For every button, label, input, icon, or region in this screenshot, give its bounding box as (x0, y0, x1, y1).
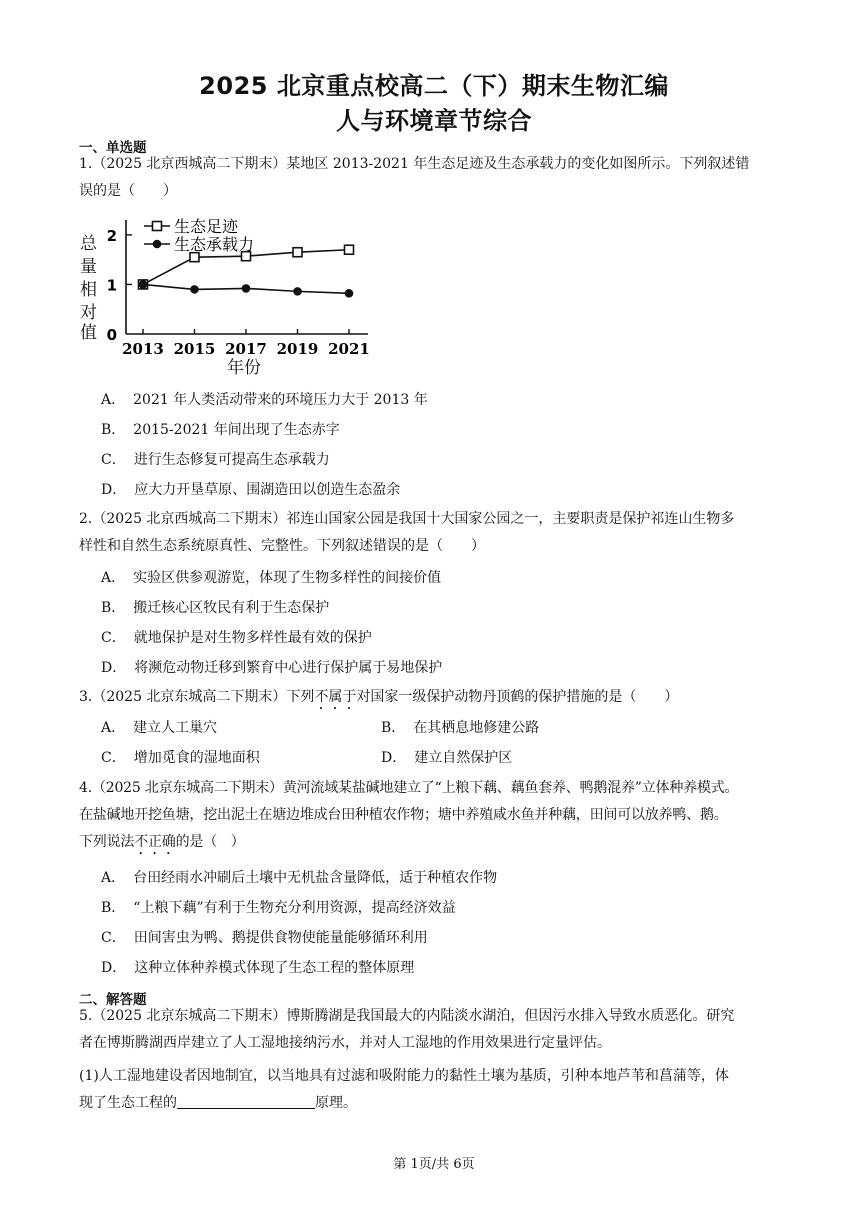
x-tick-label: 2021 (328, 340, 370, 358)
y-axis-label-char: 相 (80, 280, 97, 300)
question-1-stem-line2: 误的是（ ） (79, 183, 177, 199)
legend-square-marker (153, 222, 162, 231)
q2-option-c[interactable] (101, 628, 372, 648)
y-tick-label: 0 (106, 326, 117, 344)
y-axis-label-char: 总 (80, 234, 97, 254)
question-4-stem-line3 (79, 829, 791, 858)
q3-option-d[interactable] (381, 748, 512, 768)
option-text: 这种立体种养模式体现了生态工程的整体原理 (134, 960, 415, 976)
question-4-emphasis: 不正确 (134, 834, 176, 850)
option-text: 进行生态修复可提高生态承载力 (133, 452, 330, 468)
option-letter: B． (101, 900, 126, 916)
option-letter: D． (101, 482, 127, 498)
question-4-stem (79, 775, 791, 858)
option-text: 台田经雨水冲刷后土壤中无机盐含量降低，适于种植农作物 (133, 870, 498, 886)
question-1-stem-line1: 1.（2025 北京西城高二下期末）某地区 2013-2021 年生态足迹及生态承载力的变化如图所示。下列叙述错 (79, 156, 750, 172)
question-5-stem-line2: 者在博斯腾湖西岸建立了人工湿地接纳污水，并对人工湿地的作用效果进行定量评估。 (79, 1035, 611, 1051)
option-text: “上粮下藕”有利于生物充分利用资源，提高经济效益 (133, 900, 456, 916)
option-letter: A． (101, 570, 126, 586)
q1-option-d[interactable] (101, 480, 400, 500)
question-4-stem-line1: 4.（2025 北京东城高二下期末）黄河流域某盐碱地建立了“上粮下藕、藕鱼套养、鸭鹅混养”立体种养模式。 (79, 780, 739, 796)
question-3-emphasis: 不属于 (314, 689, 357, 705)
option-letter: C． (101, 750, 126, 766)
question-5-sub1 (79, 1063, 791, 1117)
option-text: 建立人工巢穴 (133, 720, 218, 736)
section-title-answer: 二、解答题 (79, 992, 147, 1008)
option-letter: C． (101, 452, 126, 468)
option-letter: B． (381, 720, 406, 736)
q3-option-a[interactable] (101, 718, 217, 738)
section-title-single-choice: 一、单选题 (79, 140, 147, 156)
question-5-stem-line1: 5.（2025 北京东城高二下期末）博斯腾湖是我国最大的内陆淡水湖泊，但因污水排入导致水质恶化。研究 (79, 1008, 735, 1024)
option-text: 就地保护是对生物多样性最有效的保护 (133, 630, 372, 646)
question-2-stem (79, 506, 791, 560)
question-2-stem-line2: 样性和自然生态系统原真性、完整性。下列叙述错误的是（ ） (79, 538, 485, 554)
option-text: 在其栖息地修建公路 (413, 720, 540, 736)
y-axis-label-char: 量 (80, 257, 97, 277)
q4-option-a[interactable] (101, 868, 497, 888)
x-tick-label: 2013 (122, 340, 164, 358)
question-4-stem-line2: 在盐碱地开挖鱼塘，挖出泥土在塘边堆成台田种植农作物；塘中养殖咸水鱼并种藕，田间可以放养鸭、鹅。 (79, 807, 728, 823)
capacity-point (293, 287, 302, 296)
q2-option-d[interactable] (101, 658, 442, 678)
option-letter: B． (101, 600, 126, 616)
option-text: 将濒危动物迁移到繁育中心进行保护属于易地保护 (134, 660, 443, 676)
q4-option-d[interactable] (101, 958, 414, 978)
q2-option-a[interactable] (101, 568, 441, 588)
x-tick-label: 2019 (276, 340, 319, 358)
capacity-point (242, 284, 251, 293)
option-text: 实验区供参观游览，体现了生物多样性的间接价值 (133, 570, 442, 586)
legend-label-1: 生态承载力 (174, 235, 255, 254)
option-text: 应大力开垦草原、围湖造田以创造生态盈余 (134, 482, 401, 498)
option-letter: A． (101, 870, 126, 886)
question-3-stem (79, 684, 791, 713)
question-3-stem-post: 对国家一级保护动物丹顶鹤的保护措施的是（ ） (356, 689, 679, 705)
chart-legend (144, 217, 254, 254)
q4-option-b[interactable] (101, 898, 456, 918)
question-3-stem-pre: 3.（2025 北京东城高二下期末）下列 (79, 689, 315, 705)
sub1-post: 原理。 (315, 1095, 357, 1111)
q1-option-c[interactable] (101, 450, 330, 470)
y-axis-label-char: 值 (80, 323, 97, 343)
document-subtitle: 人与环境章节综合 (336, 107, 532, 135)
y-tick-label: 2 (106, 226, 117, 245)
x-tick-label: 2017 (225, 340, 267, 358)
q2-option-b[interactable] (101, 598, 329, 618)
q1-option-a[interactable] (101, 390, 428, 410)
question-5-sub1-line2 (79, 1090, 791, 1117)
y-axis-label-char: 对 (80, 303, 97, 323)
q3-option-b[interactable] (381, 718, 539, 738)
footprint-point (190, 253, 199, 262)
footprint-point (293, 248, 302, 257)
chart-x-axis-label: 年份 (227, 358, 261, 378)
sub1-pre: 现了生态工程的 (79, 1095, 177, 1111)
option-letter: D． (381, 750, 407, 766)
question-5-sub1-line1: (1)人工湿地建设者因地制宜，以当地具有过滤和吸附能力的黏性土壤为基质，引种本地芦苇和菖蒲等，体 (79, 1068, 729, 1084)
q3-option-c[interactable] (101, 748, 260, 768)
question-5-stem (79, 1003, 791, 1057)
x-tick-label: 2015 (173, 340, 216, 358)
page-footer: 第 1页/共 6页 (393, 1157, 475, 1172)
q1-option-b[interactable] (101, 420, 340, 440)
y-tick-label: 1 (106, 276, 117, 295)
question-4-stem-pre: 下列说法 (79, 834, 135, 850)
option-letter: A． (101, 720, 126, 736)
footprint-point (345, 245, 354, 254)
option-text: 2021 年人类活动带来的环境压力大于 2013 年 (133, 392, 428, 408)
option-text: 2015-2021 年间出现了生态赤字 (133, 422, 340, 438)
answer-blank[interactable] (177, 1094, 315, 1109)
option-text: 搬迁核心区牧民有利于生态保护 (133, 600, 330, 616)
option-text: 田间害虫为鸭、鹅提供食物使能量能够循环利用 (133, 930, 428, 946)
capacity-point (345, 289, 354, 298)
question-1-stem (79, 151, 791, 205)
legend-label-0: 生态足迹 (174, 217, 239, 236)
option-letter: A． (101, 392, 126, 408)
option-letter: D． (101, 960, 127, 976)
option-letter: D． (101, 660, 127, 676)
q4-option-c[interactable] (101, 928, 428, 948)
capacity-point (190, 285, 199, 294)
option-letter: C． (101, 930, 126, 946)
question-4-stem-post: 的是（ ） (175, 834, 245, 850)
option-text: 建立自然保护区 (414, 750, 513, 766)
option-text: 增加觅食的湿地面积 (133, 750, 260, 766)
legend-circle-marker (153, 240, 162, 249)
document-title: 2025 北京重点校高二（下）期末生物汇编 (199, 72, 669, 100)
question-2-stem-line1: 2.（2025 北京西城高二下期末）祁连山国家公园是我国十大国家公园之一，主要职责是保护祁连山生物多 (79, 511, 735, 527)
option-letter: C． (101, 630, 126, 646)
capacity-point (139, 280, 148, 289)
option-letter: B． (101, 422, 126, 438)
